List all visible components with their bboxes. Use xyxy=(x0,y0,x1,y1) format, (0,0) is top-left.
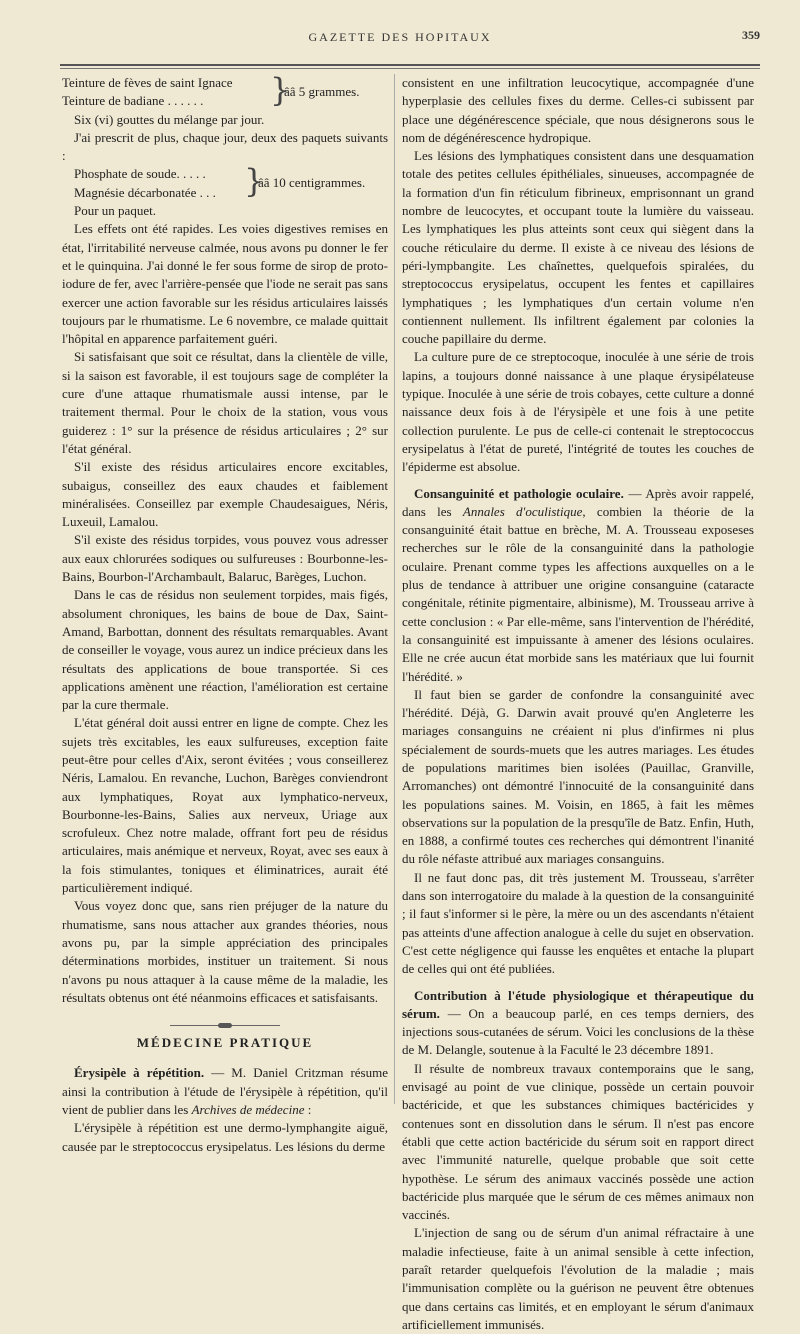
article-heading: Consanguinité et pathologie oculaire. xyxy=(414,485,624,501)
formula-dose: ââ 5 grammes. xyxy=(284,84,360,99)
formula-item: Phosphate de soude. . . . . xyxy=(74,166,206,182)
article-paragraph xyxy=(62,1064,388,1119)
paragraph: Si satisfaisant que soit ce résultat, dans la clientèle de ville, si la saison est favorable, il est toujours sage de compléter la cure d'une attaque rhumatismale aussi intense, par le traitement thermal. Pour le choix de la station, vous vous guiderez : 1° sur la présence de résidus articulaires ; 2° sur l'état général. xyxy=(62,349,388,456)
section-title: MÉDECINE PRATIQUE xyxy=(136,1035,314,1051)
article-heading: Érysipèle à répétition. xyxy=(74,1065,205,1081)
journal-name: Archives de médecine xyxy=(191,1102,305,1118)
formula-item: Teinture de badiane . . . . . . xyxy=(62,93,204,109)
paragraph: Il résulte de nombreux travaux contemporains que le sang, envisagé au point de vue clinique, possède un certain pouvoir bactéricide, et que les substances chimiques bactéricides y contenues sont en dissolution dans le sérum. Il n'est pas encore établi que cette action bactéricide du sérum soit en rapport direct avec l'immunité naturelle, quelque probable que soit cette hypothèse. Le sérum des animaux vaccinés possède une action bactéricide plus marquée que le sérum de ces mêmes animaux non vaccinés. xyxy=(402,1060,754,1223)
prescription-formula-1 xyxy=(62,71,388,111)
paragraph: S'il existe des résidus articulaires encore excitables, subaigus, conseillez des eaux chaudes et faiblement minéralisées. Conseillez par exemple Chaudesaigues, Néris, Luxeuil, Lamalou. xyxy=(62,459,388,530)
paragraph: consistent en une infiltration leucocytique, accompagnée d'une hyperplasie des cellules fixes du derme. Celles-ci subissent par place une dégénérescence spéciale, que nous désignerons sous le nom de dégénérescence hydropique. xyxy=(402,75,754,145)
right-column xyxy=(402,74,754,1334)
paragraph: Pour un paquet. xyxy=(74,203,156,219)
paragraph: Six (vi) gouttes du mélange par jour. xyxy=(74,111,265,127)
article-text: : xyxy=(304,1102,312,1118)
paragraph: L'injection de sang ou de sérum d'un animal réfractaire à une maladie infectieuse, faite à un animal sensible à cette infection, paraît retarder quelquefois l'évolution de la maladie ; mais l'immunisation complète ou la guérison ne peuvent être obtenues que dans certains cas limités, et en employant le sérum d'animaux artificiellement immunisés. xyxy=(402,1225,754,1332)
page-header xyxy=(0,30,800,50)
paragraph: J'ai prescrit de plus, chaque jour, deux des paquets suivants : xyxy=(62,129,388,164)
article-text: , combien la théorie de la consanguinité était battue en brèche, M. A. Trousseau exposeses recherches sur le rôle de la consanguinité dans la pathologie oculaire. Prenant comme types les affections auxquelles on a le plus de tendance à attribuer une origine consanguine (cataracte congénitale, rétinite pigmentaire, albinisme), M. Trousseau arrive à cette conclusion : « Par elle-même, sans l'intervention de l'hérédité, la consanguinité est impuissante à amener des lésions oculaires. Elle ne crée aucun état morbide sans les matériaux que lui fournit l'hérédité. » xyxy=(402,503,755,684)
article-heading: Contribution à l'étude physiologique et thérapeutique du sérum. xyxy=(402,987,754,1021)
article-paragraph xyxy=(402,485,754,686)
header-rule xyxy=(60,64,760,66)
formula-item: Magnésie décarbonatée . . . xyxy=(74,184,216,200)
column-divider xyxy=(394,74,395,1104)
header-rule-thin xyxy=(60,68,760,69)
paragraph: Il faut bien se garder de confondre la consanguinité avec l'hérédité. Déjà, G. Darwin avait prouvé qu'en Angleterre les mariages consanguins ne créaient ni plus d'infirmes ni plus spécialement de sourds-muets que les autres mariages. Les études de populations maritimes bien isolées (Pauillac, Granville, Arromanches) ont démontré l'innocuité de la consanguinité dans les populations saines. M. Voisin, en 1865, à fait les mêmes observations sur la population de la presqu'île de Batz. Enfin, Huth, en 1888, a confirmé toutes ces recherches qui démontrent l'inanité du rôle néfaste attribué aux mariages consanguins. xyxy=(402,686,754,867)
article-text: — Après avoir rappelé, dans les xyxy=(402,485,754,519)
left-column xyxy=(62,71,388,1156)
paragraph: S'il existe des résidus torpides, vous pouvez vous adresser aux eaux chlorurées sodiques ou sulfureuses : Bourbonne-les-Bains, Bourbon-l'Archambault, Balaruc, Barèges, Luchon. xyxy=(62,532,388,585)
paragraph: La culture pure de ce streptocoque, inoculée à une série de trois lapins, a toujours donné naissance à une plaque érysipélateuse typique. Inoculée à une série de trois cobayes, cette culture a donné naissance deux fois à de l'érysipèle et une fois à une petite collection purulente. Le pus de celle-ci contenait le streptococcus erysipelatus à l'état de pureté, l'intégrité de toutes les couches de l'épiderme est absolue. xyxy=(402,349,754,475)
brace-icon: } xyxy=(270,71,291,109)
journal-name: Annales d'oculistique xyxy=(462,503,583,519)
section-separator xyxy=(170,1025,280,1026)
paragraph: Les lésions des lymphatiques consistent dans une desquamation totale des petites cellules épithéliales, sinueuses, accompagnée de la formation d'un fin réticulum fibrineux, emprisonnant un grand nombre de leucocytes, et occupant toute la lumière du vaisseau. Les lymphatiques les plus atteints sont ceux qui siègent dans la couche réticulaire du derme. Il existe à ce niveau des lésions de péri-lympbangite. Les chaînettes, quelquefois spiralées, du streptococcus erysipelatus, occupent les fentes et capillaires lymphatiques ; les lymphatiques d'un certain volume n'en contiennent nullement. Ils infiltrent également par colonies la couche papillaire du derme. xyxy=(402,148,754,347)
journal-title: GAZETTE DES HOPITAUX xyxy=(308,30,492,44)
paragraph: Il ne faut donc pas, dit très justement M. Trousseau, s'arrêter dans son interrogatoire du malade à la question de la consanguinité ; il faut s'informer si le père, la mère ou un des ascendants n'étaient pas atteints d'une affection analogue à celle du sujet en observation. C'est cette négligence qui fausse les enquêtes et entache la plupart de celles qui ont été publiées. xyxy=(402,869,754,977)
paragraph: Dans le cas de résidus non seulement torpides, mais figés, absolument chroniques, les bains de boue de Dax, Saint-Amand, Barbottan, donnent des résultats remarquables. Avant de conseiller le voyage, vous aurez un indice précieux dans les résultats des applications de boue transportée. Si ces applications amènent une réaction, l'amélioration est certaine par la cure thermale. xyxy=(62,587,388,713)
page-number: 359 xyxy=(742,28,760,42)
article-text: — M. Daniel Critzman résume ainsi la contribution à l'étude de l'érysipèle à répétition, qu'il vient de publier dans les xyxy=(62,1065,388,1118)
paragraph: Les effets ont été rapides. Les voies digestives remises en état, l'irritabilité nerveuse calmée, nous avons pu donner le fer et le quinquina. J'ai donné le fer sous forme de sirop de proto-iodure de fer, avec l'arrière-pensée que l'iode ne serait pas sans exercer une action favorable sur les résidus articulaires laissés toujours par le rhumatisme. Le 6 novembre, ce malade quittait l'hôpital en apparence parfaitement guéri. xyxy=(62,221,388,347)
paragraph: L'érysipèle à répétition est une dermo-lymphangite aiguë, causée par le streptococcus erysipelatus. Les lésions du derme xyxy=(62,1120,388,1154)
paragraph: Vous voyez donc que, sans rien préjuger de la nature du rhumatisme, sans nous attacher aux grandes théories, nous avons pu, par la simple appréciation des principales déterminations morbides, instituer un traitement. Si nous n'avons pu nous attaquer à la cause même de la maladie, les résultats obtenus ont été néanmoins efficaces et satisfaisants. xyxy=(62,898,388,1005)
prescription-formula-2 xyxy=(62,162,388,202)
brace-icon: } xyxy=(244,162,265,201)
article-paragraph xyxy=(402,987,754,1060)
formula-dose: ââ 10 centigrammes. xyxy=(258,175,366,191)
formula-item: Teinture de fèves de saint Ignace xyxy=(62,75,233,90)
article-text: — On a beaucoup parlé, en ces temps derniers, des injections sous-cutanées de sérum. Voici les conclusions de la thèse de M. Delangle, soutenue à la Faculté le 23 décembre 1891. xyxy=(402,1005,754,1058)
ornament-icon xyxy=(218,1023,232,1028)
paragraph: L'état général doit aussi entrer en ligne de compte. Chez les sujets très excitables, les eaux sulfureuses, exception faite peut-être pour celles d'Aix, seront évitées ; vous conseillerez Néris, Lamalou. En revanche, Luchon, Barèges conviendront aux lymphatiques, Royat aux lymphatico-nerveux, Bourbonne-les-Bains, Salies aux nerveux, Uriage aux scrofuleux. Chez notre malade, offrant fort peu de résidus articulaires, mais anémique et nerveux, Royat, avec ses eaux à la fois stimulantes, toniques et éliminatrices, aurait été particulièrement indiqué. xyxy=(62,715,388,896)
